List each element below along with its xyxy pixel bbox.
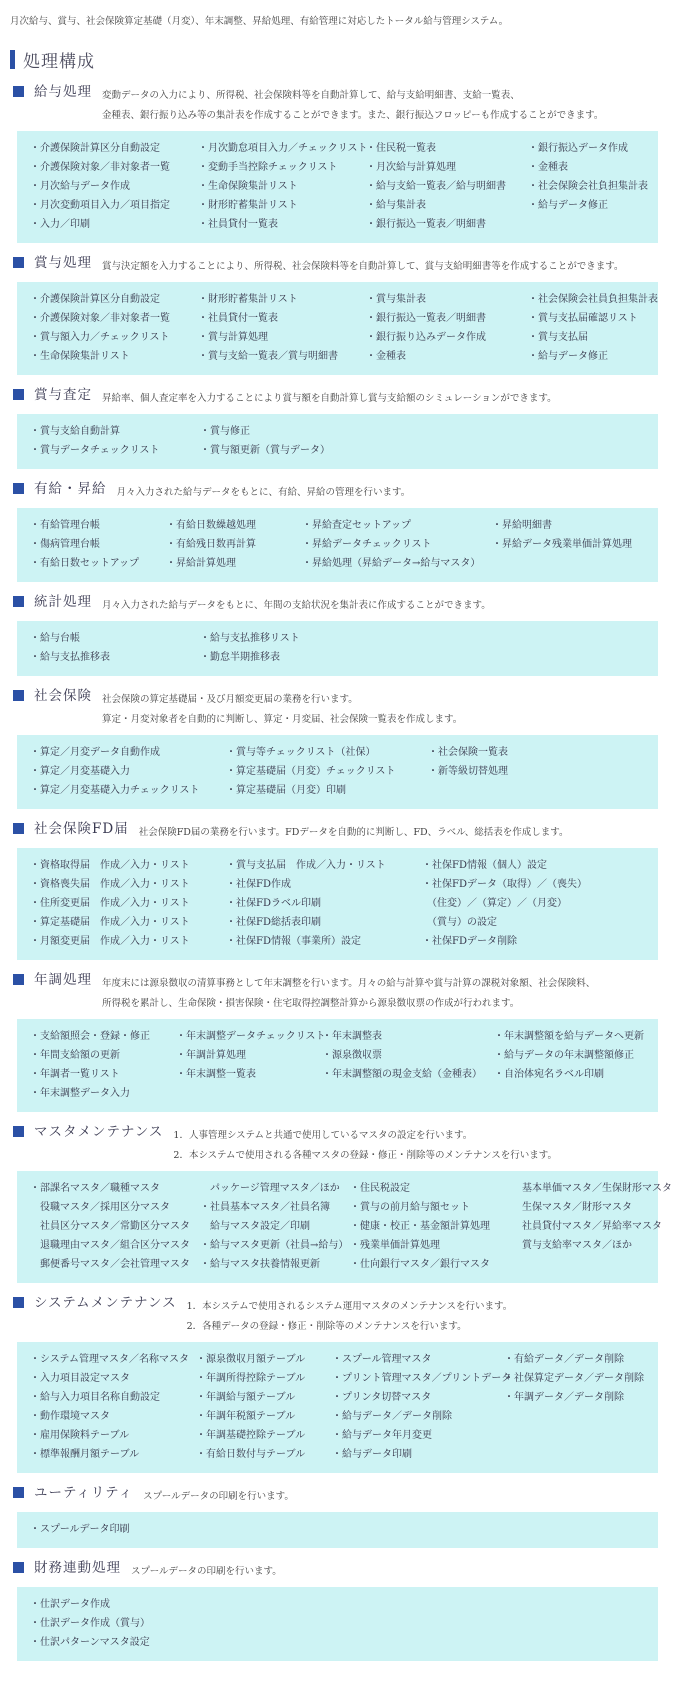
menu-box bbox=[17, 1512, 658, 1548]
menu-box bbox=[17, 1587, 658, 1661]
menu-item: ・給与支払推移リスト bbox=[200, 633, 300, 644]
menu-item: ・社保FDデータ削除 bbox=[422, 936, 517, 947]
section-10 bbox=[10, 1293, 675, 1473]
section-title: 賞与査定 bbox=[34, 387, 92, 403]
section-title: 社会保険FD届 bbox=[34, 821, 129, 837]
menu-item: ・賞与修正 bbox=[200, 426, 250, 437]
menu-column bbox=[30, 516, 166, 573]
menu-item: ・算定基礎届（月変）チェックリスト bbox=[226, 766, 396, 777]
menu-column bbox=[176, 1027, 326, 1103]
menu-item: ・算定基礎届（月変）印刷 bbox=[226, 785, 346, 796]
section-title: システムメンテナンス bbox=[34, 1295, 177, 1311]
section-header bbox=[10, 1293, 675, 1337]
menu-column bbox=[30, 1027, 176, 1103]
menu-column bbox=[528, 290, 658, 366]
menu-item: ・算定基礎届 作成／入力・リスト bbox=[30, 917, 190, 928]
menu-column bbox=[302, 516, 492, 573]
menu-item: ・年調所得控除テーブル bbox=[196, 1373, 306, 1384]
menu-item: ・源泉徴収月額テーブル bbox=[196, 1354, 306, 1365]
menu-item: ・賞与等チェックリスト（社保） bbox=[226, 747, 376, 758]
menu-item: ・住民税一覧表 bbox=[366, 143, 436, 154]
section-marker-icon bbox=[13, 974, 24, 985]
section-title: マスタメンテナンス bbox=[34, 1124, 164, 1140]
menu-item: ・年調年税額テーブル bbox=[196, 1411, 296, 1422]
menu-item: ・社保FD情報（事業所）設定 bbox=[226, 936, 361, 947]
menu-column bbox=[30, 856, 226, 951]
menu-item: ・資格喪失届 作成／入力・リスト bbox=[30, 879, 190, 890]
section-title: 有給・昇給 bbox=[34, 481, 107, 497]
menu-column bbox=[196, 1350, 332, 1464]
section-9 bbox=[10, 1122, 675, 1283]
menu-item: ・算定／月変基礎入力 bbox=[30, 766, 130, 777]
menu-box bbox=[17, 508, 658, 582]
section-5 bbox=[10, 592, 675, 676]
section-header bbox=[10, 1483, 675, 1507]
menu-item: ・銀行振込データ作成 bbox=[528, 143, 628, 154]
menu-item: 退職理由マスタ／組合区分マスタ bbox=[30, 1240, 190, 1251]
menu-item: 給与マスタ設定／印刷 bbox=[200, 1221, 310, 1232]
menu-item: ・支給額照会・登録・修正 bbox=[30, 1031, 150, 1042]
section-header bbox=[10, 592, 675, 616]
menu-item: ・給与データ修正 bbox=[528, 351, 608, 362]
section-description bbox=[143, 1483, 294, 1507]
menu-item: ・月次給与計算処理 bbox=[366, 162, 456, 173]
menu-column bbox=[30, 629, 200, 667]
section-marker-icon bbox=[13, 257, 24, 268]
menu-item: ・社会保険一覧表 bbox=[428, 747, 508, 758]
section-header bbox=[10, 253, 675, 277]
section-description-line: スプールデータの印刷を行います。 bbox=[143, 1491, 294, 1502]
menu-item: ・住民税設定 bbox=[350, 1183, 410, 1194]
menu-item: ・昇給処理（昇給データ→給与マスタ） bbox=[302, 558, 481, 569]
menu-column bbox=[226, 743, 428, 800]
menu-item: ・年末調整データチェックリスト bbox=[176, 1031, 326, 1042]
menu-column bbox=[350, 1179, 512, 1274]
menu-box bbox=[17, 414, 658, 469]
menu-column bbox=[332, 1350, 512, 1464]
menu-item: ・年調者一覧リスト bbox=[30, 1069, 120, 1080]
section-header bbox=[10, 1122, 675, 1166]
section-description-line: 社会保険FD届の業務を行います。FDデータを自動的に判断し、FD、ラベル、総括表を作成します。 bbox=[138, 827, 569, 838]
menu-item: ・給与集計表 bbox=[366, 200, 426, 211]
section-4 bbox=[10, 479, 675, 582]
menu-box bbox=[17, 735, 658, 809]
section-header bbox=[10, 970, 675, 1014]
menu-column bbox=[492, 516, 658, 573]
menu-item: ・有給日数繰越処理 bbox=[166, 520, 256, 531]
menu-item: 役職マスタ／採用区分マスタ bbox=[30, 1202, 170, 1213]
section-marker-icon bbox=[13, 823, 24, 834]
menu-item: ・新等級切替処理 bbox=[428, 766, 508, 777]
section-description-line: スプールデータの印刷を行います。 bbox=[131, 1566, 282, 1577]
section-description bbox=[102, 970, 595, 1014]
menu-item: ・生命保険集計リスト bbox=[198, 181, 298, 192]
menu-column bbox=[30, 1350, 196, 1464]
menu-item: ・スプール管理マスタ bbox=[332, 1354, 432, 1365]
menu-item: ・銀行振込一覧表／明細書 bbox=[366, 219, 486, 230]
section-description bbox=[102, 686, 462, 730]
menu-column bbox=[30, 743, 226, 800]
section-header bbox=[10, 1558, 675, 1582]
menu-item: ・社員基本マスタ／社員名簿 bbox=[200, 1202, 330, 1213]
menu-item: ・賞与額入力／チェックリスト bbox=[30, 332, 170, 343]
menu-column bbox=[30, 290, 198, 366]
menu-box bbox=[17, 1171, 672, 1283]
menu-item: 生保マスタ／財形マスタ bbox=[512, 1202, 632, 1213]
section-title: 統計処理 bbox=[34, 594, 92, 610]
menu-item: 社員貸付マスタ／昇給率マスタ bbox=[512, 1221, 662, 1232]
menu-item: ・入力項目設定マスタ bbox=[30, 1373, 130, 1384]
menu-item: ・財形貯蓄集計リスト bbox=[198, 294, 298, 305]
menu-item: ・年末調整表 bbox=[322, 1031, 382, 1042]
menu-column bbox=[200, 1179, 350, 1274]
menu-item: ・社保FD情報（個人）設定 bbox=[422, 860, 547, 871]
menu-item: ・社保FDラベル印刷 bbox=[226, 898, 321, 909]
menu-box bbox=[17, 848, 658, 960]
section-description-line: 変動データの入力により、所得税、社会保険料等を自動計算して、給与支給明細書、支給一覧表、 bbox=[102, 90, 520, 101]
menu-item: ・有給日数セットアップ bbox=[30, 558, 139, 569]
menu-item: ・仕訳データ作成 bbox=[30, 1599, 110, 1610]
menu-box bbox=[17, 621, 658, 676]
menu-item: ・年調計算処理 bbox=[176, 1050, 246, 1061]
menu-item: ・仕訳データ作成（賞与） bbox=[30, 1618, 150, 1629]
menu-item: ・資格取得届 作成／入力・リスト bbox=[30, 860, 190, 871]
section-marker-icon bbox=[13, 596, 24, 607]
menu-item: ・賞与集計表 bbox=[366, 294, 426, 305]
menu-item: ・仕向銀行マスタ／銀行マスタ bbox=[350, 1259, 490, 1270]
menu-item: ・賞与支払届確認リスト bbox=[528, 313, 638, 324]
menu-item: ・介護保険対象／非対象者一覧 bbox=[30, 162, 170, 173]
section-title: 財務連動処理 bbox=[34, 1560, 121, 1576]
menu-column bbox=[528, 139, 658, 234]
section-8 bbox=[10, 970, 675, 1112]
section-description bbox=[187, 1293, 513, 1337]
page-title: 処理構成 bbox=[23, 52, 95, 72]
menu-item: ・有給残日数再計算 bbox=[166, 539, 256, 550]
menu-item: ・年末調整額の現金支給（金種表） bbox=[322, 1069, 482, 1080]
menu-column bbox=[512, 1179, 672, 1274]
section-description-line: 1．本システムで使用されるシステム運用マスタのメンテナンスを行います。 bbox=[186, 1301, 513, 1312]
menu-item: ・残業単価計算処理 bbox=[350, 1240, 440, 1251]
section-marker-icon bbox=[13, 389, 24, 400]
section-header bbox=[10, 686, 675, 730]
section-title: 社会保険 bbox=[34, 688, 92, 704]
menu-item: ・社保算定データ／データ削除 bbox=[504, 1373, 644, 1384]
menu-item: ・生命保険集計リスト bbox=[30, 351, 130, 362]
menu-item: ・算定／月変データ自動作成 bbox=[30, 747, 160, 758]
menu-item: ・給与マスタ扶養情報更新 bbox=[200, 1259, 320, 1270]
menu-item: パッケージ管理マスタ／ほか bbox=[200, 1183, 340, 1194]
section-description bbox=[102, 592, 491, 616]
menu-column bbox=[198, 290, 366, 366]
section-11 bbox=[10, 1483, 675, 1548]
menu-item: ・自治体宛名ラベル印刷 bbox=[494, 1069, 604, 1080]
menu-item: ・年末調整一覧表 bbox=[176, 1069, 256, 1080]
menu-item: ・社保FDデータ（取得）／（喪失） bbox=[422, 879, 587, 890]
menu-item: ・財形貯蓄集計リスト bbox=[198, 200, 298, 211]
menu-item: ・賞与支払届 bbox=[528, 332, 588, 343]
section-title: 年調処理 bbox=[34, 972, 92, 988]
section-description-line: 2．各種データの登録・修正・削除等のメンテナンスを行います。 bbox=[186, 1321, 467, 1332]
menu-item: ・社保FD総括表印刷 bbox=[226, 917, 321, 928]
section-header bbox=[10, 82, 675, 126]
section-title: 賞与処理 bbox=[34, 255, 92, 271]
menu-item: ・賞与支給一覧表／賞与明細書 bbox=[198, 351, 338, 362]
section-description bbox=[117, 479, 411, 503]
menu-item: ・給与マスタ更新（社員→給与） bbox=[200, 1240, 349, 1251]
menu-item: ・プリンタ切替マスタ bbox=[332, 1392, 432, 1403]
section-3 bbox=[10, 385, 675, 469]
menu-item: ・有給管理台帳 bbox=[30, 520, 100, 531]
menu-column bbox=[30, 1520, 658, 1539]
menu-item: ・変動手当控除チェックリスト bbox=[198, 162, 338, 173]
menu-item: （住変）／（算定）／（月変） bbox=[422, 898, 567, 909]
menu-column bbox=[428, 743, 658, 800]
menu-item: ・仕訳パターンマスタ設定 bbox=[30, 1637, 150, 1648]
menu-item: ・年間支給額の更新 bbox=[30, 1050, 120, 1061]
section-description-line: 金種表、銀行振り込み等の集計表を作成することができます。また、銀行振込フロッピーも作成することができます。 bbox=[102, 110, 604, 121]
menu-item: ・昇給査定セットアップ bbox=[302, 520, 411, 531]
section-marker-icon bbox=[13, 690, 24, 701]
menu-item: ・給与データ／データ削除 bbox=[332, 1411, 452, 1422]
section-header bbox=[10, 479, 675, 503]
section-marker-icon bbox=[13, 1126, 24, 1137]
section-6 bbox=[10, 686, 675, 809]
menu-column bbox=[226, 856, 422, 951]
menu-item: ・標準報酬月額テーブル bbox=[30, 1449, 140, 1460]
menu-column bbox=[30, 1595, 658, 1652]
menu-item: ・システム管理マスタ／名称マスタ bbox=[30, 1354, 189, 1365]
menu-item: ・社員貸付一覧表 bbox=[198, 219, 278, 230]
section-header bbox=[10, 385, 675, 409]
menu-column bbox=[366, 290, 528, 366]
menu-column bbox=[200, 629, 658, 667]
section-description bbox=[102, 385, 557, 409]
menu-column bbox=[504, 1350, 658, 1464]
menu-box bbox=[17, 1019, 658, 1112]
section-description-line: 社会保険の算定基礎届・及び月額変更届の業務を行います。 bbox=[102, 694, 358, 705]
section-7 bbox=[10, 819, 675, 960]
menu-item: ・有給データ／データ削除 bbox=[504, 1354, 624, 1365]
section-marker-icon bbox=[13, 1487, 24, 1498]
menu-item: ・傷病管理台帳 bbox=[30, 539, 100, 550]
section-description-line: 年度末には源泉徴収の清算事務として年末調整を行います。月々の給与計算や賞与計算の課税対象額、社会保険料、 bbox=[102, 978, 596, 989]
section-marker-icon bbox=[13, 1297, 24, 1308]
menu-item: ・スプールデータ印刷 bbox=[30, 1524, 130, 1535]
menu-item: ・賞与計算処理 bbox=[198, 332, 268, 343]
menu-item: ・介護保険対象／非対象者一覧 bbox=[30, 313, 170, 324]
menu-item: ・賞与の前月給与額セット bbox=[350, 1202, 470, 1213]
menu-column bbox=[322, 1027, 494, 1103]
menu-column bbox=[366, 139, 528, 234]
section-marker-icon bbox=[13, 86, 24, 97]
section-title: 給与処理 bbox=[34, 84, 92, 100]
page-title-block bbox=[10, 47, 675, 72]
menu-box bbox=[17, 131, 658, 243]
section-description bbox=[139, 819, 569, 843]
menu-item: ・給与台帳 bbox=[30, 633, 80, 644]
menu-column bbox=[422, 856, 658, 951]
intro-text: 月次給与、賞与、社会保険算定基礎（月変）、年末調整、昇給処理、有給管理に対応したトータル給与管理システム。 bbox=[10, 16, 509, 27]
section-12 bbox=[10, 1558, 675, 1661]
section-description bbox=[102, 82, 603, 126]
menu-item: ・賞与支給自動計算 bbox=[30, 426, 120, 437]
menu-item: ・動作環境マスタ bbox=[30, 1411, 110, 1422]
menu-item: ・介護保険計算区分自動設定 bbox=[30, 294, 160, 305]
section-description-line: 1．人事管理システムと共通で使用しているマスタの設定を行います。 bbox=[173, 1130, 473, 1141]
menu-item: ・賞与支払届 作成／入力・リスト bbox=[226, 860, 386, 871]
menu-item: ・月次変動項目入力／項目指定 bbox=[30, 200, 170, 211]
menu-item: ・年調データ／データ削除 bbox=[504, 1392, 624, 1403]
menu-column bbox=[198, 139, 366, 234]
section-description-line: 算定・月変対象者を自動的に判断し、算定・月変届、社会保険一覧表を作成します。 bbox=[102, 714, 463, 725]
menu-item: 郵便番号マスタ／会社管理マスタ bbox=[30, 1259, 190, 1270]
menu-item: ・社会保険会社員負担集計表 bbox=[528, 294, 658, 305]
section-description-line: 所得税を累計し、生命保険・損害保険・住宅取得控調整計算から源泉徴収票の作成が行われます。 bbox=[102, 998, 520, 1009]
section-marker-icon bbox=[13, 1562, 24, 1573]
section-description-line: 月々入力された給与データをもとに、有給、昇給の管理を行います。 bbox=[116, 487, 411, 498]
menu-item: ・源泉徴収票 bbox=[322, 1050, 382, 1061]
menu-item: ・昇給明細書 bbox=[492, 520, 552, 531]
section-description-line: 2．本システムで使用される各種マスタの登録・修正・削除等のメンテナンスを行います。 bbox=[173, 1150, 557, 1161]
menu-item: ・介護保険計算区分自動設定 bbox=[30, 143, 160, 154]
menu-column bbox=[30, 422, 200, 460]
section-description bbox=[173, 1122, 557, 1166]
menu-item: ・プリント管理マスタ／プリントデータ bbox=[332, 1373, 512, 1384]
menu-box bbox=[17, 282, 658, 375]
menu-item: ・月次給与データ作成 bbox=[30, 181, 130, 192]
menu-item: ・住所変更届 作成／入力・リスト bbox=[30, 898, 190, 909]
menu-column bbox=[200, 422, 658, 460]
section-header bbox=[10, 819, 675, 843]
menu-item: （賞与）の設定 bbox=[422, 917, 497, 928]
menu-column bbox=[494, 1027, 658, 1103]
menu-item: ・給与データ印刷 bbox=[332, 1449, 412, 1460]
menu-item: ・年末調整データ入力 bbox=[30, 1088, 130, 1099]
menu-item: ・算定／月変基礎入力チェックリスト bbox=[30, 785, 200, 796]
menu-item: ・年調基礎控除テーブル bbox=[196, 1430, 306, 1441]
menu-item: 賞与支給率マスタ／ほか bbox=[512, 1240, 632, 1251]
menu-item: 社員区分マスタ／常勤区分マスタ bbox=[30, 1221, 190, 1232]
section-title: ユーティリティ bbox=[34, 1485, 134, 1501]
menu-item: ・社保FD作成 bbox=[226, 879, 291, 890]
menu-item: ・昇給計算処理 bbox=[166, 558, 236, 569]
menu-item: ・年末調整額を給与データへ更新 bbox=[494, 1031, 644, 1042]
menu-item: ・金種表 bbox=[528, 162, 568, 173]
section-description-line: 昇給率、個人査定率を入力することにより賞与額を自動計算し賞与支給額のシミュレーションができます。 bbox=[102, 393, 557, 404]
menu-item: ・給与支給一覧表／給与明細書 bbox=[366, 181, 506, 192]
menu-item: ・給与入力項目名称自動設定 bbox=[30, 1392, 160, 1403]
menu-item: ・健康・校正・基金額計算処理 bbox=[350, 1221, 490, 1232]
menu-item: ・月額変更届 作成／入力・リスト bbox=[30, 936, 190, 947]
section-description bbox=[131, 1558, 282, 1582]
menu-item: ・社会保険会社負担集計表 bbox=[528, 181, 648, 192]
menu-item: ・昇給データ残業単価計算処理 bbox=[492, 539, 632, 550]
menu-item: ・月次勤怠項目入力／チェックリスト bbox=[198, 143, 368, 154]
menu-column bbox=[30, 1179, 200, 1274]
menu-item: ・年調給与額テーブル bbox=[196, 1392, 296, 1403]
section-2 bbox=[10, 253, 675, 375]
sections bbox=[10, 82, 675, 1661]
menu-item: ・給与データの年末調整額修正 bbox=[494, 1050, 634, 1061]
menu-item: ・部課名マスタ／職種マスタ bbox=[30, 1183, 160, 1194]
section-description bbox=[102, 253, 624, 277]
menu-item: ・勤怠半期推移表 bbox=[200, 652, 280, 663]
menu-item: ・金種表 bbox=[366, 351, 406, 362]
menu-item: ・雇用保険料テーブル bbox=[30, 1430, 130, 1441]
title-accent-bar bbox=[10, 50, 15, 69]
menu-item: 基本単価マスタ／生保財形マスタ bbox=[512, 1183, 672, 1194]
section-description-line: 賞与決定額を入力することにより、所得税、社会保険料等を自動計算して、賞与支給明細書等を作成することができます。 bbox=[102, 261, 624, 272]
menu-column bbox=[30, 139, 198, 234]
menu-column bbox=[166, 516, 302, 573]
menu-item: ・賞与データチェックリスト bbox=[30, 445, 160, 456]
menu-item: ・給与支払推移表 bbox=[30, 652, 110, 663]
menu-item: ・給与データ修正 bbox=[528, 200, 608, 211]
menu-item: ・給与データ年月変更 bbox=[332, 1430, 432, 1441]
menu-item: ・入力／印刷 bbox=[30, 219, 90, 230]
menu-box bbox=[17, 1342, 658, 1473]
section-1 bbox=[10, 82, 675, 243]
section-marker-icon bbox=[13, 483, 24, 494]
menu-item: ・銀行振込一覧表／明細書 bbox=[366, 313, 486, 324]
menu-item: ・賞与額更新（賞与データ） bbox=[200, 445, 330, 456]
menu-item: ・銀行振り込みデータ作成 bbox=[366, 332, 486, 343]
section-description-line: 月々入力された給与データをもとに、年間の支給状況を集計表に作成することができます。 bbox=[102, 600, 491, 611]
menu-item: ・社員貸付一覧表 bbox=[198, 313, 278, 324]
menu-item: ・昇給データチェックリスト bbox=[302, 539, 432, 550]
menu-item: ・有給日数付与テーブル bbox=[196, 1449, 306, 1460]
